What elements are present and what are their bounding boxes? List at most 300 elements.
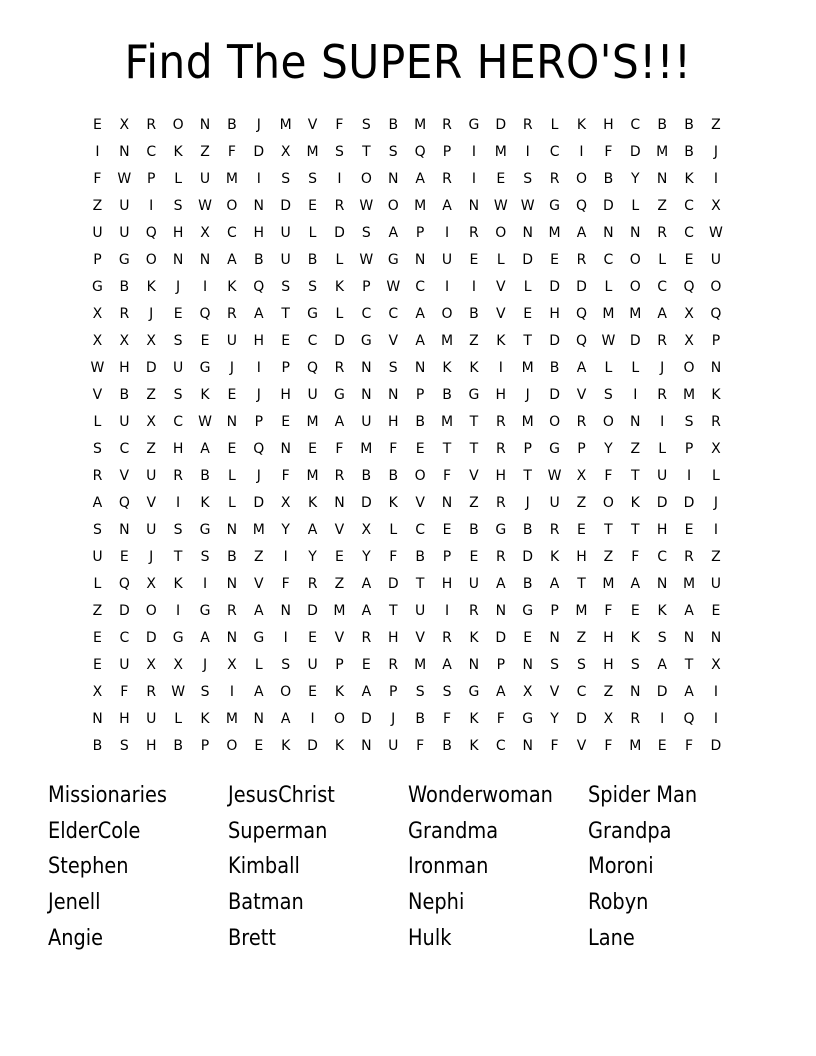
grid-letter: L	[604, 360, 613, 376]
grid-letter: V	[334, 522, 345, 538]
word-list-item: Grandpa	[588, 818, 672, 844]
grid-letter: C	[630, 117, 641, 133]
grid-letter: D	[522, 549, 534, 565]
word-list-item: Wonderwoman	[408, 783, 553, 808]
grid-letter: V	[415, 630, 425, 646]
grid-letter: L	[550, 117, 559, 133]
grid-letter: X	[92, 306, 103, 322]
grid-letter: X	[711, 657, 721, 673]
grid-letter: S	[361, 117, 371, 133]
grid-letter: Z	[711, 549, 721, 565]
grid-letter: J	[256, 468, 261, 484]
grid-letter: C	[388, 306, 399, 322]
grid-letter: N	[280, 441, 291, 457]
word-list-item: Missionaries	[48, 783, 167, 808]
grid-letter: K	[469, 738, 479, 754]
grid-letter: Z	[253, 549, 264, 565]
grid-letter: O	[226, 738, 238, 754]
grid-letter: K	[630, 495, 640, 511]
grid-letter: T	[469, 414, 479, 430]
grid-letter: R	[657, 387, 668, 403]
grid-letter: B	[415, 711, 425, 727]
grid-letter: J	[256, 117, 261, 133]
grid-letter: A	[415, 171, 425, 187]
grid-letter: B	[469, 306, 479, 322]
grid-letter: K	[146, 279, 156, 295]
grid-letter: R	[630, 711, 641, 727]
grid-letter: I	[713, 711, 718, 727]
grid-letter: D	[307, 603, 318, 619]
grid-letter: O	[172, 117, 184, 133]
grid-letter: U	[119, 414, 130, 430]
grid-letter: M	[682, 576, 696, 592]
grid-letter: B	[119, 279, 130, 295]
grid-letter: D	[307, 738, 318, 754]
grid-letter: R	[334, 198, 345, 214]
grid-letter: A	[657, 657, 667, 673]
grid-letter: M	[414, 198, 427, 214]
grid-letter: P	[254, 414, 264, 430]
grid-letter: J	[713, 144, 718, 160]
grid-letter: D	[656, 495, 668, 511]
grid-letter: A	[684, 684, 694, 700]
grid-letter: Y	[281, 522, 290, 538]
grid-letter: N	[630, 684, 641, 700]
grid-letter: N	[522, 657, 533, 673]
grid-letter: B	[684, 117, 694, 133]
grid-letter: F	[389, 549, 398, 565]
grid-letter: V	[388, 333, 399, 349]
grid-letter: O	[495, 225, 507, 241]
grid-letter: U	[172, 360, 184, 376]
grid-letter: W	[601, 333, 616, 349]
grid-letter: B	[388, 117, 399, 133]
grid-letter: Q	[575, 333, 587, 349]
grid-letter: D	[253, 495, 265, 511]
grid-letter: C	[657, 549, 668, 565]
grid-letter: I	[283, 630, 288, 646]
grid-letter: L	[174, 711, 183, 727]
grid-letter: X	[684, 333, 694, 349]
grid-letter: K	[200, 711, 210, 727]
grid-letter: K	[307, 495, 318, 511]
grid-letter: S	[550, 657, 560, 673]
grid-letter: D	[549, 333, 560, 349]
word-list-item: Robyn	[588, 890, 649, 916]
grid-letter: O	[602, 414, 614, 430]
grid-letter: S	[93, 441, 102, 457]
grid-letter: D	[495, 117, 507, 133]
grid-letter: U	[280, 225, 291, 241]
grid-letter: A	[334, 414, 345, 430]
grid-letter: D	[334, 333, 345, 349]
word-list-item: Superman	[228, 818, 328, 844]
grid-letter: T	[442, 441, 452, 457]
grid-letter: H	[172, 441, 184, 457]
grid-letter: J	[391, 711, 396, 727]
grid-letter: N	[710, 630, 722, 646]
grid-letter: D	[280, 198, 292, 214]
grid-letter: D	[118, 603, 130, 619]
grid-letter: B	[415, 414, 425, 430]
word-list-item: Batman	[228, 890, 304, 916]
grid-letter: T	[415, 576, 425, 592]
grid-letter: T	[604, 522, 613, 538]
word-list-item: Stephen	[48, 854, 129, 880]
grid-letter: R	[576, 414, 587, 430]
grid-letter: C	[684, 198, 694, 214]
grid-letter: H	[253, 333, 265, 349]
grid-letter: U	[549, 495, 560, 511]
grid-letter: A	[361, 684, 372, 700]
grid-letter: P	[415, 387, 425, 403]
grid-letter: Q	[683, 279, 695, 295]
grid-letter: Q	[683, 711, 695, 727]
grid-letter: F	[227, 144, 236, 160]
grid-letter: S	[388, 144, 398, 160]
grid-letter: L	[631, 360, 640, 376]
grid-letter: Q	[710, 306, 722, 322]
grid-letter: U	[361, 414, 372, 430]
grid-letter: N	[656, 576, 668, 592]
grid-letter: G	[468, 387, 480, 403]
grid-letter: R	[92, 468, 103, 484]
grid-letter: F	[685, 738, 694, 754]
grid-letter: G	[92, 279, 103, 295]
grid-letter: N	[172, 252, 184, 268]
grid-letter: A	[200, 630, 210, 646]
grid-letter: X	[146, 333, 157, 349]
grid-letter: N	[226, 414, 238, 430]
grid-letter: Y	[308, 549, 317, 565]
grid-letter: R	[657, 225, 668, 241]
grid-letter: D	[549, 279, 560, 295]
grid-letter: A	[307, 522, 318, 538]
grid-letter: X	[227, 657, 237, 673]
grid-letter: Y	[604, 441, 613, 457]
grid-letter: W	[90, 360, 105, 376]
grid-letter: T	[281, 306, 290, 322]
grid-letter: D	[387, 576, 399, 592]
grid-letter: X	[711, 198, 721, 214]
grid-letter: A	[361, 603, 372, 619]
grid-letter: B	[92, 738, 103, 754]
grid-letter: O	[360, 171, 372, 187]
grid-letter: R	[334, 468, 345, 484]
grid-letter: G	[387, 252, 399, 268]
grid-letter: R	[173, 468, 183, 484]
grid-letter: K	[200, 495, 210, 511]
grid-letter: L	[227, 495, 236, 511]
grid-letter: S	[281, 171, 291, 187]
word-list-item: Grandma	[408, 818, 499, 844]
grid-letter: N	[630, 225, 641, 241]
grid-letter: C	[684, 225, 694, 241]
grid-letter: X	[119, 333, 130, 349]
grid-letter: K	[711, 387, 721, 403]
grid-letter: E	[523, 306, 533, 322]
grid-letter: H	[387, 630, 399, 646]
grid-letter: M	[656, 144, 669, 160]
word-list-item: Brett	[228, 925, 276, 951]
grid-letter: N	[226, 630, 238, 646]
grid-letter: O	[333, 711, 345, 727]
grid-letter: E	[335, 549, 344, 565]
grid-letter: X	[200, 225, 210, 241]
grid-letter: T	[577, 576, 586, 592]
grid-letter: T	[684, 657, 694, 673]
grid-letter: D	[549, 387, 560, 403]
grid-letter: I	[337, 171, 342, 187]
grid-letter: E	[227, 387, 237, 403]
grid-letter: U	[92, 549, 103, 565]
grid-letter: G	[549, 441, 561, 457]
grid-letter: U	[415, 603, 426, 619]
grid-letter: K	[388, 495, 398, 511]
grid-letter: B	[522, 522, 533, 538]
grid-letter: N	[253, 198, 265, 214]
grid-letter: Q	[118, 576, 130, 592]
grid-letter: I	[229, 684, 234, 700]
grid-letter: M	[279, 117, 292, 133]
grid-letter: U	[441, 252, 453, 268]
grid-letter: Z	[200, 144, 210, 160]
grid-letter: G	[495, 522, 507, 538]
word-list-item: JesusChrist	[228, 783, 335, 808]
grid-letter: I	[176, 495, 181, 511]
grid-letter: V	[146, 495, 157, 511]
grid-letter: B	[253, 252, 264, 268]
grid-letter: U	[146, 522, 157, 538]
grid-letter: S	[335, 144, 344, 160]
grid-letter: A	[442, 657, 452, 673]
grid-letter: Q	[414, 144, 426, 160]
grid-letter: H	[495, 468, 507, 484]
grid-letter: A	[496, 684, 506, 700]
grid-letter: N	[549, 630, 560, 646]
grid-letter: I	[713, 684, 718, 700]
grid-letter: R	[549, 522, 560, 538]
grid-letter: Z	[657, 198, 667, 214]
grid-letter: I	[444, 225, 450, 241]
grid-letter: G	[307, 306, 318, 322]
grid-letter: I	[525, 144, 530, 160]
grid-letter: A	[684, 603, 694, 619]
grid-letter: J	[149, 549, 154, 565]
grid-letter: M	[225, 711, 238, 727]
grid-letter: N	[361, 738, 372, 754]
grid-letter: O	[629, 279, 641, 295]
grid-letter: X	[173, 657, 183, 673]
grid-letter: M	[306, 414, 319, 430]
grid-letter: I	[176, 603, 181, 619]
grid-letter: Z	[146, 387, 157, 403]
grid-letter: N	[119, 144, 130, 160]
grid-letter: L	[335, 306, 344, 322]
grid-letter: R	[334, 360, 345, 376]
grid-letter: Q	[575, 198, 587, 214]
grid-letter: O	[145, 252, 157, 268]
grid-letter: F	[416, 738, 425, 754]
grid-letter: C	[146, 144, 157, 160]
grid-letter: Z	[711, 117, 721, 133]
grid-letter: P	[523, 441, 532, 457]
grid-letter: H	[656, 522, 668, 538]
grid-letter: S	[684, 414, 694, 430]
grid-letter: G	[549, 198, 561, 214]
grid-letter: A	[415, 333, 425, 349]
grid-letter: B	[469, 522, 479, 538]
grid-letter: R	[442, 630, 452, 646]
grid-letter: D	[576, 711, 587, 727]
grid-letter: X	[522, 684, 533, 700]
grid-letter: N	[226, 576, 238, 592]
grid-letter: I	[310, 711, 315, 727]
grid-letter: U	[119, 657, 130, 673]
grid-letter: H	[280, 387, 291, 403]
grid-letter: O	[575, 171, 587, 187]
grid-letter: C	[576, 684, 587, 700]
grid-letter: S	[93, 522, 102, 538]
grid-letter: R	[469, 225, 479, 241]
letter-grid	[84, 114, 729, 762]
grid-letter: A	[576, 360, 587, 376]
grid-letter: I	[660, 414, 665, 430]
grid-letter: Q	[118, 495, 130, 511]
grid-letter: R	[388, 657, 399, 673]
grid-letter: M	[575, 603, 588, 619]
grid-letter: D	[522, 252, 534, 268]
grid-letter: L	[93, 576, 102, 592]
grid-letter: E	[93, 630, 102, 646]
grid-letter: I	[498, 360, 503, 376]
grid-letter: M	[629, 738, 642, 754]
grid-letter: G	[199, 360, 211, 376]
grid-letter: L	[712, 468, 720, 484]
grid-letter: K	[469, 630, 479, 646]
grid-letter: N	[361, 360, 372, 376]
grid-letter: R	[442, 171, 452, 187]
grid-letter: X	[146, 576, 157, 592]
grid-letter: P	[550, 603, 559, 619]
grid-letter: P	[577, 441, 586, 457]
grid-letter: U	[199, 171, 211, 187]
grid-letter: V	[307, 117, 318, 133]
grid-letter: U	[657, 468, 668, 484]
grid-letter: D	[629, 333, 641, 349]
grid-letter: K	[469, 360, 479, 376]
grid-letter: E	[93, 657, 102, 673]
grid-letter: E	[415, 441, 425, 457]
grid-letter: J	[202, 657, 208, 673]
grid-letter: O	[602, 495, 614, 511]
word-list-item: Moroni	[588, 854, 654, 880]
grid-letter: E	[173, 306, 183, 322]
grid-letter: P	[93, 252, 102, 268]
grid-letter: H	[603, 657, 614, 673]
grid-letter: E	[684, 522, 694, 538]
grid-letter: N	[656, 171, 668, 187]
grid-letter: K	[334, 738, 345, 754]
grid-letter: Z	[603, 684, 614, 700]
grid-letter: W	[386, 279, 401, 295]
grid-letter: C	[361, 306, 372, 322]
grid-letter: M	[629, 306, 642, 322]
grid-letter: M	[306, 468, 319, 484]
grid-letter: C	[173, 414, 183, 430]
grid-letter: X	[361, 522, 372, 538]
grid-letter: N	[441, 495, 453, 511]
grid-letter: U	[710, 576, 722, 592]
word-list-item: Lane	[588, 925, 635, 951]
grid-letter: F	[442, 468, 452, 484]
grid-letter: Z	[576, 495, 587, 511]
grid-letter: F	[335, 117, 344, 133]
grid-letter: J	[229, 360, 234, 376]
grid-letter: V	[576, 738, 587, 754]
grid-letter: K	[200, 387, 210, 403]
grid-letter: E	[227, 441, 237, 457]
grid-letter: F	[604, 144, 613, 160]
grid-letter: J	[660, 360, 665, 376]
grid-letter: B	[442, 738, 452, 754]
grid-letter: S	[281, 657, 291, 673]
grid-letter: Y	[550, 711, 559, 727]
grid-letter: N	[468, 657, 480, 673]
grid-letter: E	[93, 117, 102, 133]
grid-letter: C	[657, 279, 668, 295]
grid-letter: I	[660, 711, 665, 727]
grid-letter: B	[549, 360, 560, 376]
grid-letter: S	[523, 171, 533, 187]
grid-letter: N	[468, 198, 480, 214]
grid-letter: K	[227, 279, 237, 295]
grid-letter: R	[576, 252, 587, 268]
grid-letter: O	[280, 684, 292, 700]
grid-letter: S	[442, 684, 452, 700]
grid-letter: D	[145, 630, 157, 646]
grid-letter: W	[520, 198, 535, 214]
grid-letter: A	[254, 306, 264, 322]
grid-letter: T	[173, 549, 183, 565]
grid-letter: M	[682, 387, 696, 403]
word-list-item: Ironman	[408, 854, 489, 880]
grid-letter: K	[442, 360, 452, 376]
grid-letter: I	[202, 576, 208, 592]
grid-letter: F	[281, 468, 290, 484]
grid-letter: N	[199, 117, 211, 133]
word-list-item: Nephi	[408, 890, 465, 916]
grid-letter: M	[548, 225, 561, 241]
grid-letter: Z	[146, 441, 157, 457]
grid-letter: F	[120, 684, 129, 700]
grid-letter: K	[496, 333, 506, 349]
grid-letter: H	[119, 360, 130, 376]
grid-letter: I	[149, 198, 154, 214]
grid-letter: R	[549, 171, 560, 187]
grid-letter: X	[603, 711, 614, 727]
grid-letter: Z	[576, 630, 587, 646]
grid-letter: K	[549, 549, 560, 565]
grid-letter: T	[362, 144, 371, 160]
grid-letter: P	[362, 279, 371, 295]
grid-letter: X	[711, 441, 721, 457]
grid-letter: P	[442, 144, 452, 160]
grid-letter: R	[495, 414, 506, 430]
grid-letter: S	[173, 387, 183, 403]
grid-letter: N	[630, 414, 641, 430]
grid-letter: R	[522, 117, 533, 133]
